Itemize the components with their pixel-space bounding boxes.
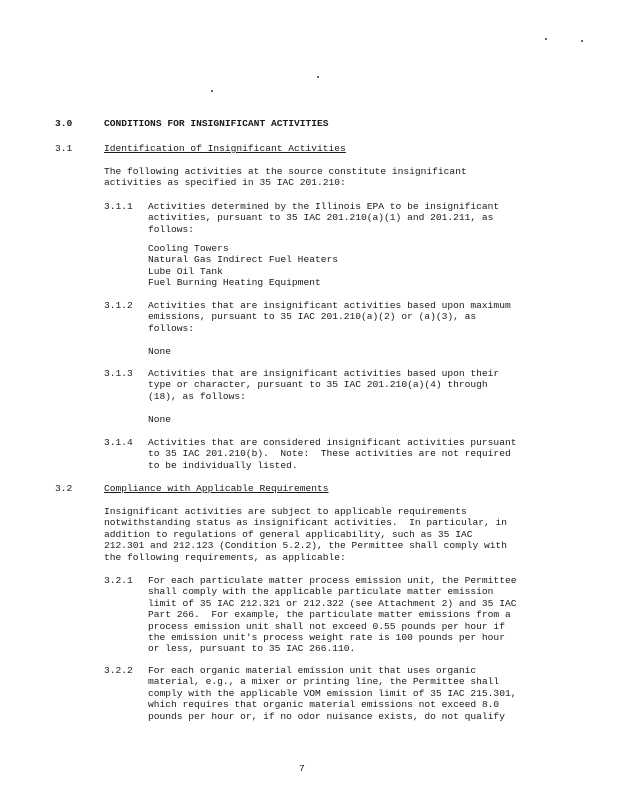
item-list: None [148,414,172,425]
paragraph: Insignificant activities are subject to applicable requirements notwithstanding status as insignificant activities. In particular, in addition to regulations of general applicability, such as 35 IAC 212.301 and 212.123 (Condition 5.2.2), the Permittee shall comply with the following requirements, as applicable: [104,506,508,563]
item-text: For each particulate matter process emission unit, the Permittee shall comply with the applicable particulate matter emission limit of 35 IAC 212.321 or 212.322 (see Attachment 2) and 35 IAC Part 266. For example, the particulate matter emissions from a process emission unit shall not exceed 0.55 pounds per hour if the emission unit's process weight rate is 100 pounds per hour or less, pursuant to 35 IAC 266.110. [148,575,517,655]
subsection-number: 3.1 [55,143,73,154]
item-text: Activities determined by the Illinois EPA to be insignificant activities, pursuant to 35 IAC 201.210(a)(1) and 201.211, as follows: [148,201,500,235]
scan-speck [581,40,583,42]
subsection-title: Compliance with Applicable Requirements [104,483,329,494]
item-number: 3.1.1 [104,201,133,212]
subsection-title: Identification of Insignificant Activities [104,143,346,154]
subsection-number: 3.2 [55,483,73,494]
item-list: Cooling Towers Natural Gas Indirect Fuel Heaters Lube Oil Tank Fuel Burning Heating Equipment [148,243,338,289]
item-number: 3.1.3 [104,368,133,379]
section-number: 3.0 [55,118,73,129]
item-text: Activities that are insignificant activities based upon maximum emissions, pursuant to 35 IAC 201.210(a)(2) or (a)(3), as follows: [148,300,511,334]
item-list: None [148,346,172,357]
item-text: Activities that are considered insignificant activities pursuant to 35 IAC 201.210(b). Note: These activities are not required to be individually listed. [148,437,517,471]
item-number: 3.1.4 [104,437,133,448]
scan-speck [545,38,547,40]
item-number: 3.2.1 [104,575,133,586]
item-text: Activities that are insignificant activities based upon their type or character, pursuant to 35 IAC 201.210(a)(4) through (18), as follows: [148,368,500,402]
section-title: CONDITIONS FOR INSIGNIFICANT ACTIVITIES [104,118,329,129]
item-text: For each organic material emission unit that uses organic material, e.g., a mixer or printing line, the Permittee shall comply with the applicable VOM emission limit of 35 IAC 215.301, which requires that organic material emissions not exceed 8.0 pounds per hour or, if no odor nuisance exists, do not qualify [148,665,517,722]
scan-speck [317,76,319,78]
page-number: 7 [299,763,305,774]
scan-speck [211,90,213,92]
paragraph: The following activities at the source constitute insignificant activities as specified in 35 IAC 201.210: [104,166,467,189]
item-number: 3.2.2 [104,665,133,676]
item-number: 3.1.2 [104,300,133,311]
